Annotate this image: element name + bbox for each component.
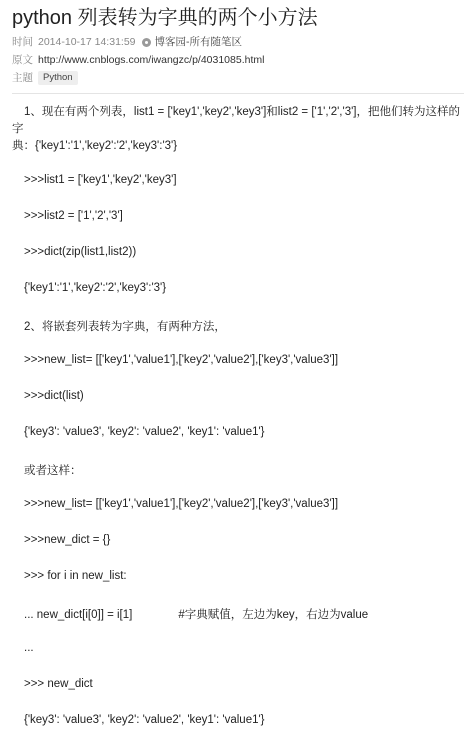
content-line: ... [24, 642, 34, 654]
topic-tag[interactable]: Python [38, 71, 78, 85]
content-line: {'key1':'1','key2':'2','key3':'3'} [24, 282, 167, 294]
content-line: >>>new_dict = {} [24, 534, 111, 546]
paragraph-1-line-2: 典：{'key1':'1','key2':'2','key3':'3'} [12, 140, 178, 152]
content-line: >>>dict(list) [24, 390, 84, 402]
source-icon [142, 38, 151, 47]
content-line: {'key3': 'value3', 'key2': 'value2', 'key1': 'value1'} [24, 714, 265, 726]
article-meta [12, 33, 464, 87]
content-paragraph-1 [12, 104, 464, 155]
topic-label: 主题 [12, 72, 33, 84]
content-line: >>>list1 = ['key1','key2','key3'] [24, 174, 177, 186]
time-value: 2014-10-17 14:31:59 [38, 36, 136, 48]
meta-time-row [12, 33, 464, 51]
content-line [12, 606, 464, 623]
source-name[interactable]: 博客园-所有随笔区 [154, 36, 242, 48]
content-line: >>>dict(zip(list1,list2)) [24, 246, 137, 258]
time-label: 时间 [12, 36, 33, 48]
content-line: >>>new_list= [['key1','value1'],['key2','value2'],['key3','value3']] [24, 354, 339, 366]
source-url-link[interactable]: http://www.cnblogs.com/iwangzc/p/4031085.html [38, 54, 265, 66]
code-fragment: ... new_dict[i[0]] = i[1] [24, 609, 133, 621]
content-line: >>> new_dict [24, 678, 93, 690]
article-content [12, 104, 464, 731]
content-line: 2、将嵌套列表转为字典，有两种方法， [24, 321, 226, 333]
code-comment: #字典赋值，左边为key，右边为value [178, 609, 369, 621]
content-line: 或者这样： [24, 465, 82, 477]
url-label: 原文 [12, 54, 33, 66]
content-line: >>> for i in new_list: [24, 570, 127, 582]
article-title: python 列表转为字典的两个小方法 [12, 7, 318, 29]
content-line: >>>new_list= [['key1','value1'],['key2','value2'],['key3','value3']] [24, 498, 339, 510]
content-line: {'key3': 'value3', 'key2': 'value2', 'key1': 'value1'} [24, 426, 265, 438]
content-line: >>>list2 = ['1','2','3'] [24, 210, 123, 222]
meta-topic-row [12, 69, 464, 87]
meta-url-row [12, 51, 464, 69]
paragraph-1-line-1: 1、现在有两个列表，list1 = ['key1','key2','key3']和list2 = ['1','2','3']，把他们转为这样的字 [12, 106, 460, 135]
meta-divider [12, 93, 464, 94]
